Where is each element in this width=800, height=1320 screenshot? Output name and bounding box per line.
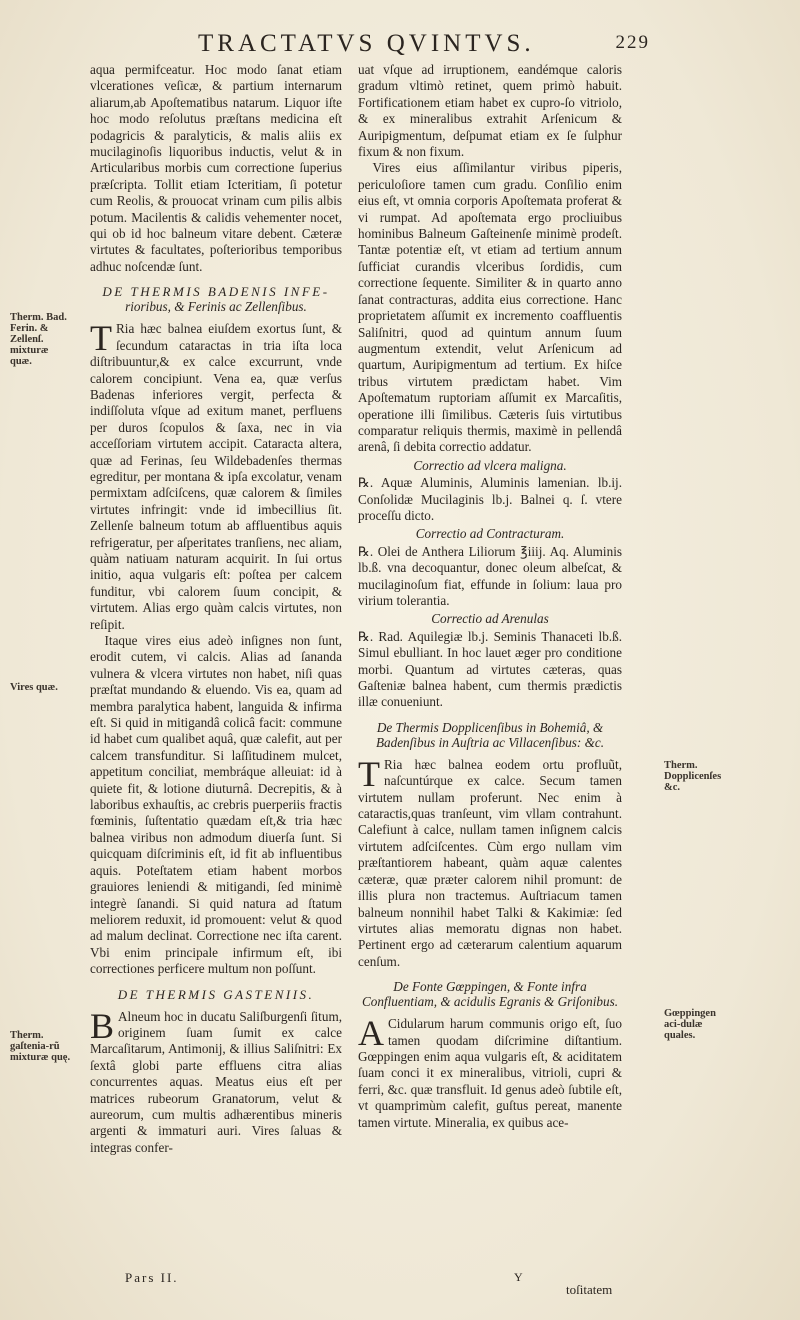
recipe-text: ℞. Rad. Aquilegiæ lb.j. Seminis Thanaceti lb.ß. Simul ebulliant. In hoc lauet æger pro conditione morbi. Quantum ad virtutes cæteras, quas Gaſteniæ balnea habent, cum thermis prædictis illæ conueniunt. bbox=[358, 628, 622, 710]
margin-note: Gœppingen aci-dulæ quales. bbox=[664, 1008, 716, 1041]
paragraph-text: Ria hæc balnea eiuſdem exortus ſunt, & ſecundum cataractas in tria iſta loca diſtribuuntur,& ex calce excurrunt, vnde calorem concipiunt. Vena ea, quæ verſus Badenas inferiores vergit, perfecta & indiſſoluta vſque ad exitum manet, perfluens per duros ſcopulos & ſaxa, nec in via acceſſoriam virtutem accipit. Cataracta altera, quæ ad Ferinas, ſeu Wildebadenſes thermas egreditur, per montana & ipſa excolatur, venam permixtam adſciſcens, quæ calorem & ſimiles virtutes infringit: vnde id imbecillius ſit. Zellenſe balneum totum ab affluentibus aquis refrigeratur, per aſperitates tranſiens, nec aliam, quàm natiuam naturam acquirit. In ſui ortus initio, aqua vulgaris eſt: poſtea per calcem funditur, vbi calorem ſuum concipit, & virtutem. Alias ergo quàm calcis virtutes, non reſipit. bbox=[90, 321, 342, 632]
margin-note: Vires quæ. bbox=[10, 682, 58, 693]
paragraph bbox=[358, 753, 622, 970]
paragraph-text: Alneum hoc in ducatu Saliſburgenſi ſitum, originem ſuam ſumit ex calce Marcaſitarum, Antimonij, & illius Saliſnitri: Ex ſextâ globi parte effluens citra alias concurrentes aquas. Meatus eius eſt per matrices rubeorum Granatorum, velut & aureorum, cum multis adhærentibus mineris argenti & immaturi auri. Vires ſaluas & integras confer- bbox=[90, 1008, 342, 1155]
drop-cap: B bbox=[90, 1005, 115, 1046]
page-header bbox=[0, 30, 800, 56]
drop-cap: T bbox=[358, 753, 380, 794]
running-head: TRACTATVS QVINTVS. bbox=[198, 30, 535, 57]
section-title-line: De Thermis Dopplicenſibus in Bohemiâ, & bbox=[376, 719, 604, 735]
right-column bbox=[358, 62, 622, 1131]
recipe-heading: Correctio ad Arenulas bbox=[431, 611, 549, 627]
signature-mark: Y bbox=[514, 1270, 523, 1284]
recipe-heading: Correctio ad vlcera maligna. bbox=[413, 457, 567, 473]
paragraph: aqua permifceatur. Hoc modo ſanat etiam vlcerationes veſicæ, & partium internarum aliarum,ab Apoſtematibus natarum. Liquor iſte hoc modo reſolutus præſtans medicina eſt podagricis & paralyticis, & malis aliis ex mucilaginoſis liquoribus inductis, velut & in Articularibus morbis cum correctione ſuperius præſcripta. Tollit etiam Icteritiam, ſi potetur cum Reolis, & prouocat vrinam cum pilis albis potum. Macilentis & calidis vehementer nocet, qui ob id hoc balneum vitare debent. Cæteræ virtutes & facultates, poſterioribus temporibus adhuc noſcendæ ſunt. bbox=[90, 62, 342, 274]
section-title-dopplicensibus bbox=[358, 720, 622, 750]
left-column bbox=[90, 62, 342, 1156]
paragraph bbox=[90, 318, 342, 633]
paragraph: Itaque vires eius adeò inſignes non ſunt, erodit cutem, vi calcis. Alias ad ſananda vulnera & vlcera virtutes non habet, niſi quas præſtat mundando & eluendo. Vis ea, quam ad membra paralytica habent, languida & infirma eſt. Si quid in mitigandâ colicâ facit: commune id habet cum qualibet aquâ, quæ calefit, aut per calcem transfunditur. Si laſſitudinem mulcet, appetitum conciliat, membráque alleuiat: id à quiete fit, & lotione diuturnâ. Decrepitis, & à laboribus exhauſtis, ac crebris puerperiis fractis fœminis, ſuſtentatio quædam eſt,& tria hæc balnea viribus non admodum diuerſa ſunt. Si quicquam diſcriminis eſt, id fit ab influentibus aquis. Poteſtatem etiam habent morbos grauiores leniendi & mitigandi, ſed minimè integrè ſanandi. Si quid natura ad ſtatum meliorem reduxit, id promouent: velut & quod ad malum declinat. Correctione nec iſta carent. Vbi enim principale infirmum eſt, ibi correctiones perficere multum non poſſunt. bbox=[90, 633, 342, 977]
page-number: 229 bbox=[615, 32, 650, 53]
recipe-text: ℞. Olei de Anthera Liliorum ℥iiij. Aq. Aluminis lb.ß. vna decoquantur, donec oleum albeſcat, & mucilaginoſum fiat, effunde in ſolium: laua pro virium tolerantia. bbox=[358, 543, 622, 608]
margin-note: Therm. Dopplicenſes &c. bbox=[664, 760, 722, 793]
paragraph-text: Ria hæc balnea eodem ortu profluũt, naſcuntúrque ex calce. Secum tamen virtutem nullam proferunt. Nec enim à cataractis,quas tranſeunt, vim vllam contrahunt. Calefiunt à calce, nullam tamen inſignem calcis virtutem adſciſcentes. Cùm ergo nullam vim præſtantiorem habeant, quàm aquæ calentes cæteræ, quæ præter calorem nihil promunt: de illis plura non tractemus. Auſtriacum tamen balneum nonnihil habet Talki & Kakimiæ: ſed virtutes alias memoratu dignas non habet. Pertinent ergo ad cæterarum calentium aquarum cenſum. bbox=[358, 756, 622, 969]
section-title-line: Badenſibus in Auſtria ac Villacenſibus: &c. bbox=[375, 734, 605, 750]
signature-mark: Pars II. bbox=[125, 1270, 179, 1285]
drop-cap: A bbox=[358, 1013, 384, 1054]
section-title-goeppingen bbox=[358, 979, 622, 1009]
margin-note: Therm. gaſtenia-rũ mixturæ quę. bbox=[10, 1030, 71, 1063]
section-title-line: De Fonte Gœppingen, & Fonte infra Confluentiam, & acidulis Egranis & Griſonibus. bbox=[361, 979, 619, 1010]
paragraph: uat vſque ad irruptionem, eandémque caloris gradum vltimò retinet, quem primò habuit. Fortificationem etiam habet ex cupro-ſo vitriolo, & ex mineralibus extrahit Arſenicum & Auripigmentum, deſpumat etiam ex ſe ſulphur fixum & non fixum. bbox=[358, 62, 622, 160]
section-title-badenis bbox=[90, 284, 342, 314]
paragraph bbox=[358, 1013, 622, 1131]
section-title-caps: DE THERMIS BADENIS INFE- bbox=[102, 284, 330, 300]
section-title-caps: DE THERMIS GASTENIIS. bbox=[117, 986, 315, 1002]
drop-cap: T bbox=[90, 318, 112, 359]
section-title-rest: rioribus, & Ferinis ac Zellenſibus. bbox=[125, 299, 307, 315]
catchword: toſitatem bbox=[566, 1282, 613, 1297]
margin-note: Therm. Bad. Ferin. & Zellenſ. mixturæ quæ. bbox=[10, 312, 67, 367]
recipe-heading: Correctio ad Contracturam. bbox=[415, 526, 565, 542]
section-title-gastenis bbox=[90, 987, 342, 1002]
paragraph bbox=[90, 1005, 342, 1157]
paragraph-text: Cidularum harum communis origo eſt, ſuo tamen quodam diſcrimine diſtantium. Gœppingen enim aqua vulgaris eſt, & aciditatem ſuam conci it ex mineralibus, vitrioli, cupri & ferri, &c. quæ transfluit. Id genus adeò ſubtile eſt, vt quamprimùm calefit, guſtus pereat, manente tamen virtute. Mineralia, ex quibus ace- bbox=[358, 1016, 622, 1130]
paragraph: Vires eius aſſimilantur viribus piperis, periculoſiore tamen cum gradu. Conſilio enim eius eſt, vt omnia corporis Apoſtemata proferat & vi rumpat. Ad apoſtemata ergo procliuibus hominibus Balneum Gaſteinenſe minimè prodeſt. Tantæ potentiæ eſt, vt etiam ad tertium annum ſufficiat curandis vlceribus ſordidis, cum correctione ſequente. Similiter & in quarto anno ſanat contracturas, addita eius correctione. Hanc proprietatem aſſumit ex incremento coaffluentis Saliſnitri, quod ad quintum annum ſuum augmentum extendit, velut Arſenicum ad quartum, Auripigmentum ad tertium. Ex hiſce tribus virtutem prædictam habet. Vim Apoſtematum ruptoriam aſſumit ex Marcaſitis, operatione illi ſimilibus. Cæteris ſuis virtutibus comparatur reliquis thermis, maximè in pellendâ arenâ, ſi debita correctio addatur. bbox=[358, 160, 622, 455]
recipe-text: ℞. Aquæ Aluminis, Aluminis lamenian. lb.ij. Conſolidæ Mucilaginis lb.j. Balnei q. ſ. vtere proceſſu dicto. bbox=[358, 475, 622, 523]
